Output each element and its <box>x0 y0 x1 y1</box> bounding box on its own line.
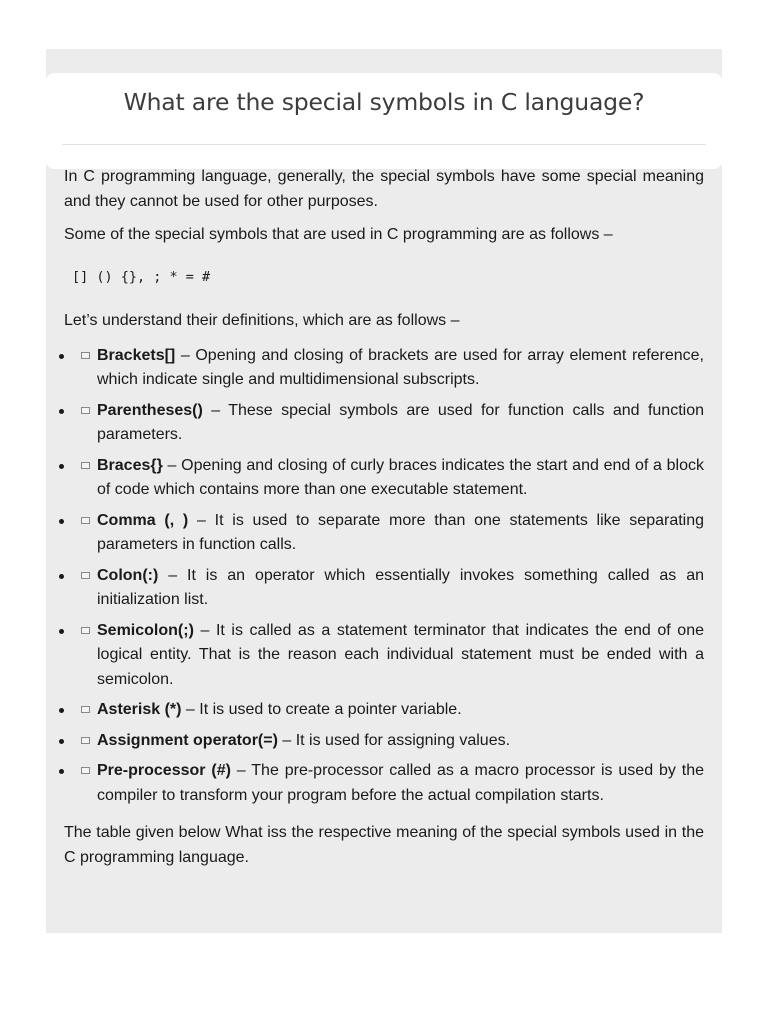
list-item <box>64 564 704 613</box>
list-item <box>64 509 704 558</box>
bullet-icon <box>59 574 64 579</box>
list-item <box>64 454 704 503</box>
bullet-icon <box>59 409 64 414</box>
checkbox-glyph-icon <box>81 767 90 774</box>
bullet-icon <box>59 629 64 634</box>
checkbox-glyph-icon <box>81 572 90 579</box>
symbol-term: Semicolon(;) <box>97 621 194 639</box>
symbol-description: – These special symbols are used for function calls and function parameters. <box>97 401 704 443</box>
code-snippet: [] () {}, ; * = # <box>72 268 211 285</box>
checkbox-glyph-icon <box>81 517 90 524</box>
list-item <box>64 399 704 448</box>
symbol-term: Braces{} <box>97 456 163 474</box>
symbol-description: – It is an operator which essentially invokes something called as an initialization list. <box>97 566 704 608</box>
symbol-description: – Opening and closing of curly braces indicates the start and end of a block of code which contains more than one executable statement. <box>97 456 704 498</box>
symbol-description: – It is used to separate more than one statements like separating parameters in function calls. <box>97 511 705 553</box>
symbol-description: – Opening and closing of brackets are used for array element reference, which indicate single and multidimensional subscripts. <box>97 346 704 388</box>
symbols-lead-paragraph: Some of the special symbols that are used in C programming are as follows – <box>64 226 613 243</box>
title-divider <box>62 144 706 145</box>
article-body <box>64 165 704 870</box>
bullet-icon <box>59 354 64 359</box>
definitions-lead-paragraph: Let’s understand their definitions, which are as follows – <box>64 312 460 329</box>
checkbox-glyph-icon <box>81 352 90 359</box>
symbol-term: Colon(:) <box>97 566 159 584</box>
list-item <box>64 698 704 723</box>
symbol-term: Asterisk (*) <box>97 701 182 718</box>
symbol-term: Brackets[] <box>97 346 176 364</box>
bullet-icon <box>59 769 64 774</box>
checkbox-glyph-icon <box>81 407 90 414</box>
symbol-term: Pre-processor (#) <box>97 762 231 779</box>
list-item <box>64 729 704 754</box>
bullet-icon <box>59 519 64 524</box>
checkbox-glyph-icon <box>81 737 90 744</box>
checkbox-glyph-icon <box>81 627 90 634</box>
list-item <box>64 759 704 808</box>
closing-paragraph: The table given below What iss the respective meaning of the special symbols used in the C programming language. <box>64 824 704 866</box>
bullet-icon <box>59 708 64 713</box>
checkbox-glyph-icon <box>81 462 90 469</box>
symbol-description: – The pre-processor called as a macro processor is used by the compiler to transform your program before the actual compilation starts. <box>97 762 704 804</box>
list-item <box>64 619 704 693</box>
symbol-list <box>64 344 704 809</box>
list-item <box>64 344 704 393</box>
symbol-term: Parentheses() <box>97 401 203 419</box>
symbol-term: Comma (, ) <box>97 511 189 529</box>
symbol-term: Assignment operator(=) <box>97 731 278 749</box>
bullet-icon <box>59 739 64 744</box>
symbol-description: – It is used for assigning values. <box>277 731 511 749</box>
checkbox-glyph-icon <box>81 706 90 713</box>
symbol-description: – It is called as a statement terminator that indicates the end of one logical entity. That is the reason each individual statement must be ended with a semicolon. <box>97 621 704 688</box>
page-title: What are the special symbols in C language? <box>123 88 645 116</box>
intro-paragraph: In C programming language, generally, the special symbols have some special meaning and they cannot be used for other purposes. <box>64 168 704 210</box>
symbol-description: – It is used to create a pointer variable. <box>181 701 462 718</box>
bullet-icon <box>59 464 64 469</box>
